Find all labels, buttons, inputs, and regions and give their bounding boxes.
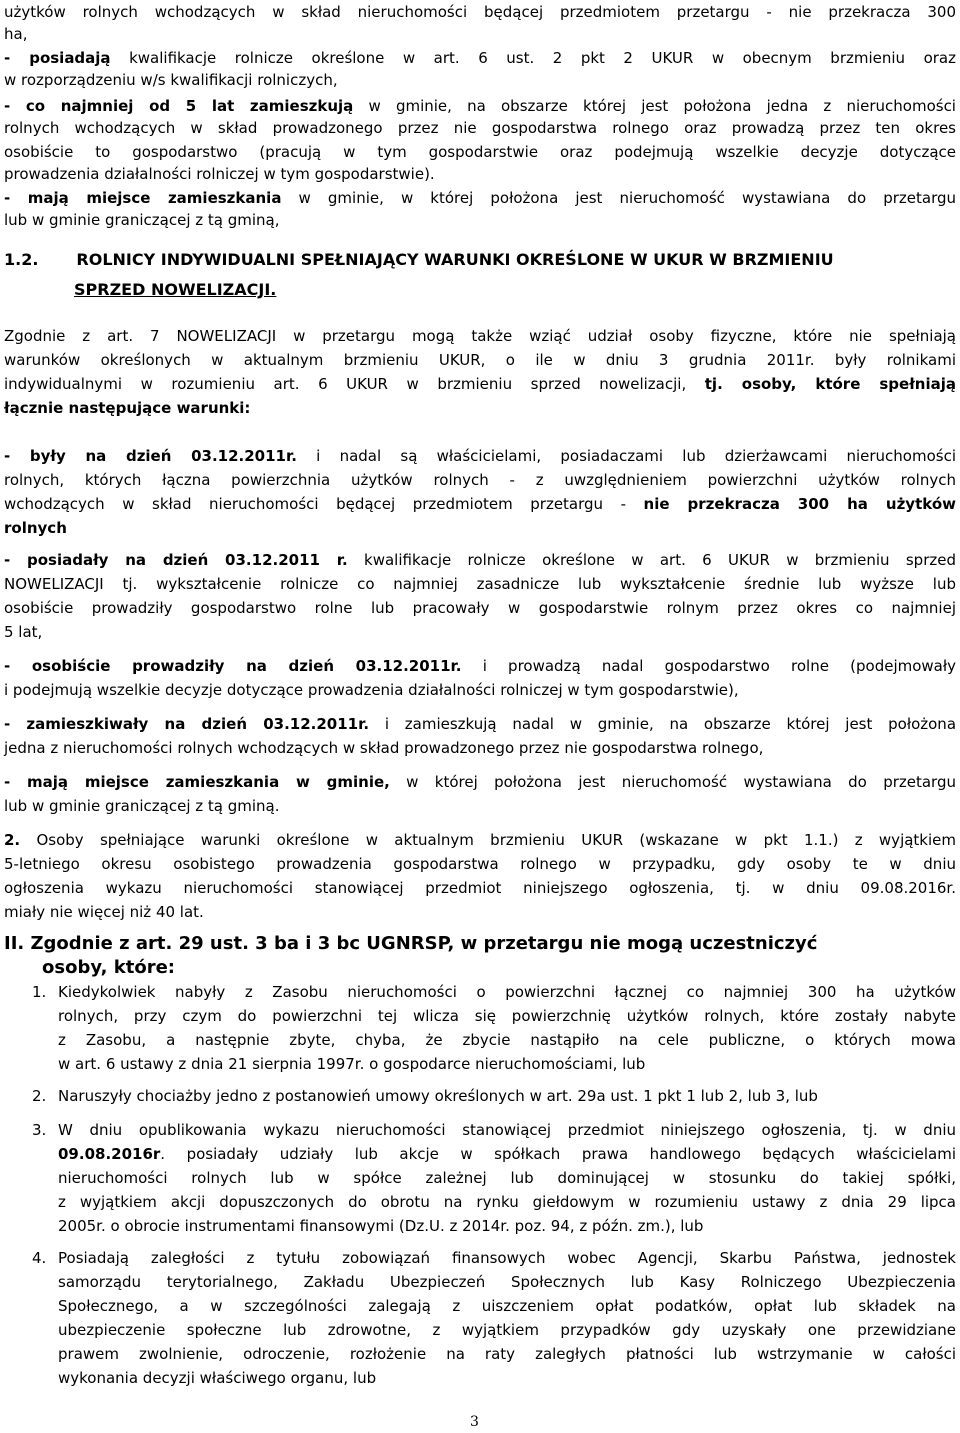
text-run: rolnych wchodzących w skład prowadzonego przez nie gospodarstwa rolnego oraz prowadzą przez ten okres xyxy=(4,119,956,137)
bold-text: - co najmniej od 5 lat zamieszkują xyxy=(4,97,354,115)
text-run: Społecznego, a w szczególności zalegają z uiszczeniem opłat podatków, opłat lub składek na xyxy=(58,1297,956,1315)
text-line xyxy=(4,680,956,700)
text-line xyxy=(4,622,956,642)
text-line xyxy=(58,1168,956,1188)
text-run: W dniu opublikowania wykazu nieruchomości stanowiącej przedmiot niniejszego ogłoszenia, tj. w dniu xyxy=(58,1121,956,1139)
text-run: i zamieszkują nadal w gminie, na obszarze której jest położona xyxy=(369,715,956,733)
bold-text: łącznie następujące warunki: xyxy=(4,399,251,417)
text-line xyxy=(4,738,956,758)
text-run: z Zasobu, a następnie zbyte, chyba, że zbycie nastąpiło na cele publiczne, o których mowa xyxy=(58,1031,956,1049)
text-line xyxy=(4,70,956,90)
text-run: samorządu terytorialnego, Zakładu Ubezpieczeń Społecznych lub Kasy Rolniczego Ubezpieczenia xyxy=(58,1273,956,1291)
bold-text: - osobiście prowadziły na dzień 03.12.2011r. xyxy=(4,657,462,675)
text-line xyxy=(4,494,956,514)
text-run: prowadzenia działalności rolniczej w tym gospodarstwie). xyxy=(4,165,435,183)
section-heading-1-2-line2: SPRZED NOWELIZACJI. xyxy=(74,280,277,299)
text-run: i nadal są właścicielami, posiadaczami lub dzierżawcami nieruchomości xyxy=(296,447,956,465)
text-run: rolnych, których łączna powierzchnia użytków rolnych - z uwzględnieniem powierzchni użytków rolnych xyxy=(4,471,956,489)
text-line xyxy=(58,1368,956,1388)
text-run: ubezpieczenie społeczne lub zdrowotne, z wyjątkiem przypadków gdy uzyskały one przewidziane xyxy=(58,1321,956,1339)
text-run: 2005r. o obrocie instrumentami finansowymi (Dz.U. z 2014r. poz. 94, z późn. zm.), lub xyxy=(58,1217,704,1235)
text-line xyxy=(4,470,956,490)
text-line xyxy=(4,142,956,162)
section-heading-ii: II. Zgodnie z art. 29 ust. 3 ba i 3 bc UGNRSP, w przetargu nie mogą uczestniczyć xyxy=(4,933,818,954)
bold-text: nie przekracza 300 ha użytków xyxy=(643,495,956,513)
bold-text: - mają miejsce zamieszkania w gminie, xyxy=(4,773,390,791)
list-item-number: 3. xyxy=(32,1121,47,1139)
bold-text: 09.08.2016r xyxy=(58,1145,161,1163)
text-line xyxy=(4,350,956,370)
text-run: ogłoszenia wykazu nieruchomości stanowiącej przedmiot niniejszego ogłoszenia, tj. w dniu 09.08.2016r. xyxy=(4,879,956,897)
text-line xyxy=(58,1272,956,1292)
text-run: w gminie, w której położona jest nieruchomość wystawiana do przetargu xyxy=(281,189,956,207)
section-heading-ii-line2: osoby, które: xyxy=(42,957,175,978)
text-run: w rozporządzeniu w/s kwalifikacji rolniczych, xyxy=(4,71,338,89)
text-line xyxy=(4,656,956,676)
text-run: lub w gminie graniczącej z tą gminą. xyxy=(4,797,280,815)
text-run: rolnych, przy czym do powierzchni tej wlicza się powierzchnię użytków rolnych, które zostały nabyte xyxy=(58,1007,956,1025)
text-run: 5 lat, xyxy=(4,623,43,641)
text-run: Naruszyły chociażby jedno z postanowień umowy określonych w art. 29a ust. 1 pkt 1 lub 2, lub 3, lub xyxy=(58,1087,818,1105)
text-run: Zgodnie z art. 7 NOWELIZACJI w przetargu mogą także wziąć udział osoby fizyczne, które nie spełniają xyxy=(4,327,956,345)
text-run: w której położona jest nieruchomość wystawiana do przetargu xyxy=(389,773,956,791)
text-run: Osoby spełniające warunki określone w aktualnym brzmieniu UKUR (wskazane w pkt 1.1.) z wyjątkiem xyxy=(20,831,956,849)
text-line xyxy=(58,1086,956,1106)
text-run: nieruchomości rolnych lub w spółce zależnej lub dominującej w stosunku do takiej spółki, xyxy=(58,1169,956,1187)
bold-text: - posiadały na dzień 03.12.2011 r. xyxy=(4,551,348,569)
text-run: prawem zwolnienie, odroczenie, rozłożenie na raty zaległych płatności lub wstrzymanie w całości xyxy=(58,1345,956,1363)
text-run: kwalifikacje rolnicze określone w art. 6 ust. 2 pkt 2 UKUR w obecnym brzmieniu oraz xyxy=(110,49,956,67)
text-line xyxy=(58,1216,956,1236)
text-line xyxy=(58,1320,956,1340)
text-line xyxy=(4,210,956,230)
bold-text: - zamieszkiwały na dzień 03.12.2011r. xyxy=(4,715,370,733)
text-run: osobiście to gospodarstwo (pracują w tym gospodarstwie oraz podejmują wszelkie decyzje dotyczące xyxy=(4,143,956,161)
bold-text: rolnych xyxy=(4,519,67,537)
text-line xyxy=(4,574,956,594)
text-line xyxy=(4,878,956,898)
text-line xyxy=(58,1054,956,1074)
text-line xyxy=(4,830,956,850)
text-line xyxy=(4,902,956,922)
text-line xyxy=(4,96,956,116)
text-run: i prowadzą nadal gospodarstwo rolne (podejmowały xyxy=(461,657,956,675)
text-run: z wyjątkiem akcji dopuszczonych do obrotu na rynku giełdowym w rozumieniu ustawy z dnia 29 lipca xyxy=(58,1193,956,1211)
text-run: lub w gminie graniczącej z tą gminą, xyxy=(4,211,280,229)
list-item-number: 1. xyxy=(32,983,47,1001)
text-line xyxy=(4,118,956,138)
page-number: 3 xyxy=(470,1414,479,1430)
text-line xyxy=(58,1006,956,1026)
text-run: osobiście prowadziły gospodarstwo rolne lub pracowały w gospodarstwie rolnym przez okres co najmniej xyxy=(4,599,956,617)
text-line xyxy=(58,1344,956,1364)
text-line xyxy=(58,1192,956,1212)
text-line xyxy=(4,188,956,208)
text-run: jedna z nieruchomości rolnych wchodzących w skład prowadzonego przez nie gospodarstwa rolnego, xyxy=(4,739,764,757)
text-line xyxy=(4,518,956,538)
text-run: użytków rolnych wchodzących w skład nieruchomości będącej przedmiotem przetargu - nie przekracza 300 xyxy=(4,3,956,21)
text-line xyxy=(58,1248,956,1268)
bold-text: tj. osoby, które spełniają xyxy=(704,375,956,393)
text-run: wchodzących w skład nieruchomości będącej przedmiotem przetargu - xyxy=(4,495,644,513)
text-line xyxy=(4,2,956,22)
bold-text: - posiadają xyxy=(4,49,111,67)
text-run: NOWELIZACJI tj. wykształcenie rolnicze co najmniej zasadnicze lub wykształcenie średnie lub wyższe lub xyxy=(4,575,956,593)
text-run: 5-letniego okresu osobistego prowadzenia gospodarstwa rolnego w przypadku, gdy osoby te w dniu xyxy=(4,855,956,873)
text-run: warunków określonych w aktualnym brzmieniu UKUR, o ile w dniu 3 grudnia 2011r. były rolnikami xyxy=(4,351,956,369)
text-line xyxy=(4,598,956,618)
text-run: i podejmują wszelkie decyzje dotyczące prowadzenia działalności rolniczej w tym gospodarstwie), xyxy=(4,681,739,699)
text-line xyxy=(58,1144,956,1164)
text-run: w gminie, na obszarze której jest położona jedna z nieruchomości xyxy=(353,97,956,115)
text-line xyxy=(4,398,956,418)
list-item-number: 4. xyxy=(32,1249,47,1267)
bold-text: - były na dzień 03.12.2011r. xyxy=(4,447,297,465)
text-line xyxy=(4,24,956,44)
text-line xyxy=(4,550,956,570)
text-line xyxy=(4,796,956,816)
text-line xyxy=(58,1120,956,1140)
text-run: Posiadają zaległości z tytułu zobowiązań finansowych wobec Agencji, Skarbu Państwa, jednostek xyxy=(58,1249,956,1267)
text-run: . posiadały udziały lub akcje w spółkach prawa handlowego będących właścicielami xyxy=(160,1145,956,1163)
text-line xyxy=(58,982,956,1002)
text-line xyxy=(4,446,956,466)
bold-text: - mają miejsce zamieszkania xyxy=(4,189,282,207)
text-run: Kiedykolwiek nabyły z Zasobu nieruchomości o powierzchni łącznej co najmniej 300 ha użytków xyxy=(58,983,956,1001)
text-line xyxy=(58,1296,956,1316)
text-line xyxy=(4,714,956,734)
text-run: wykonania decyzji właściwego organu, lub xyxy=(58,1369,377,1387)
text-line xyxy=(4,374,956,394)
text-line xyxy=(4,854,956,874)
list-item-number: 2. xyxy=(32,1087,47,1105)
text-line xyxy=(4,772,956,792)
text-line xyxy=(58,1030,956,1050)
text-run: ha, xyxy=(4,25,28,43)
text-run: w art. 6 ustawy z dnia 21 sierpnia 1997r. o gospodarce nieruchomościami, lub xyxy=(58,1055,646,1073)
text-line xyxy=(4,326,956,346)
text-line xyxy=(4,48,956,68)
text-run: indywidualnymi w rozumieniu art. 6 UKUR w brzmieniu sprzed nowelizacji, xyxy=(4,375,705,393)
section-heading-1-2: 1.2. ROLNICY INDYWIDUALNI SPEŁNIAJĄCY WARUNKI OKREŚLONE W UKUR W BRZMIENIU xyxy=(4,250,834,269)
text-run: kwalifikacje rolnicze określone w art. 6 UKUR w brzmieniu sprzed xyxy=(347,551,956,569)
text-line xyxy=(4,164,956,184)
bold-text: 2. xyxy=(4,831,21,849)
text-run: miały nie więcej niż 40 lat. xyxy=(4,903,204,921)
